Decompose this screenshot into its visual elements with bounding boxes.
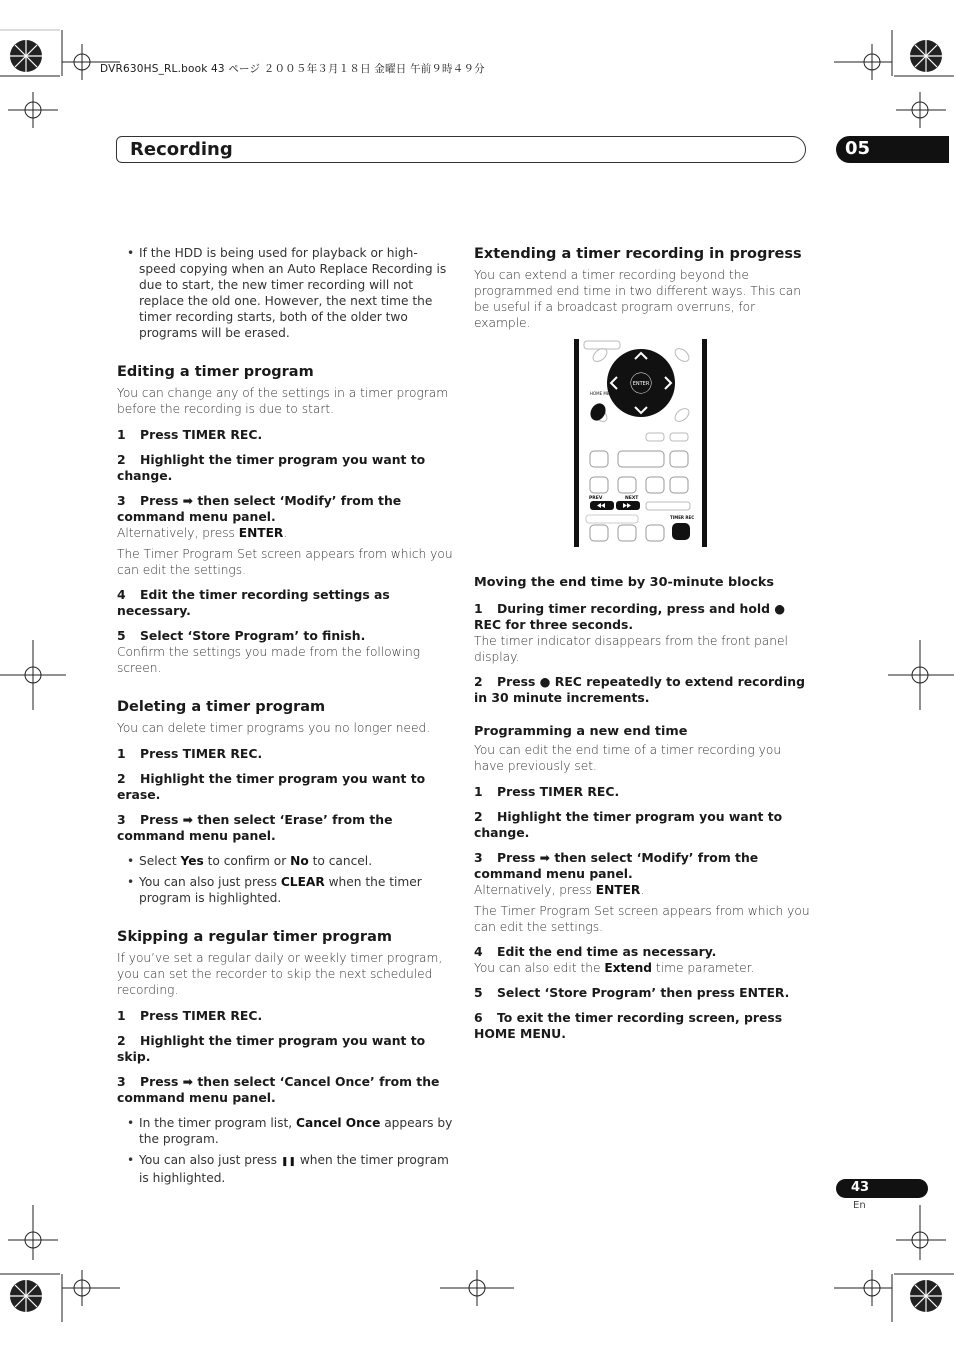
editing-step-3: 3 Press ➡ then select ‘Modify’ from the command menu panel. bbox=[117, 493, 402, 524]
editing-step-3-para: The Timer Program Set screen appears from which you can edit the settings. bbox=[117, 547, 453, 577]
new-end-step-5: 5 Select ‘Store Program’ then press ENTER. bbox=[474, 985, 790, 1000]
print-header: DVR630HS_RL.book 43 ページ ２００５年３月１８日 金曜日 午前９時４９分 bbox=[100, 63, 485, 75]
new-end-step-1: 1 Press TIMER REC. bbox=[474, 784, 620, 799]
new-end-step-4-note: You can also edit the Extend time parameter. bbox=[474, 961, 755, 975]
intro-bullet: • If the HDD is being used for playback or high-speed copying when an Auto Replace Recording is due to start, the new timer recording will not replace the old one. However, the next time the timer recording starts, both of the older two programs will be erased. bbox=[117, 245, 453, 341]
skipping-section bbox=[117, 928, 453, 1186]
new-end-step-2: 2 Highlight the timer program you want to change. bbox=[474, 809, 783, 840]
editing-intro: You can change any of the settings in a timer program before the recording is due to start. bbox=[117, 386, 449, 416]
skipping-step-1: 1 Press TIMER REC. bbox=[117, 1008, 263, 1023]
deleting-step-2: 2 Highlight the timer program you want to erase. bbox=[117, 771, 426, 802]
blocks-title: Moving the end time by 30-minute blocks bbox=[474, 575, 775, 590]
deleting-title: Deleting a timer program bbox=[117, 699, 326, 715]
skipping-step-3: 3 Press ➡ then select ‘Cancel Once’ from the command menu panel. bbox=[117, 1074, 440, 1105]
section-title-bar bbox=[116, 136, 806, 163]
blocks-section bbox=[474, 575, 810, 706]
editing-step-3-note: Alternatively, press ENTER. bbox=[117, 526, 288, 540]
remote-timer-rec-label: TIMER REC bbox=[670, 515, 695, 520]
skipping-step-2: 2 Highlight the timer program you want to skip. bbox=[117, 1033, 426, 1064]
left-column bbox=[117, 245, 453, 1191]
page-number-badge bbox=[836, 1179, 928, 1198]
blocks-step-1: 1 During timer recording, press and hold ● REC for three seconds. bbox=[474, 601, 786, 632]
blocks-step-1-note: The timer indicator disappears from the front panel display. bbox=[474, 634, 788, 664]
deleting-intro: You can delete timer programs you no longer need. bbox=[117, 721, 431, 735]
new-end-intro: You can edit the end time of a timer recording you have previously set. bbox=[474, 743, 782, 773]
remote-control-illustration bbox=[474, 337, 810, 557]
editing-step-4: 4 Edit the timer recording settings as necessary. bbox=[117, 587, 390, 618]
blocks-step-2: 2 Press ● REC repeatedly to extend recording in 30 minute increments. bbox=[474, 674, 805, 705]
editing-step-5-note: Confirm the settings you made from the following screen. bbox=[117, 645, 421, 675]
chapter-badge bbox=[836, 136, 949, 163]
remote-enter-label: ENTER bbox=[632, 381, 650, 387]
editing-title: Editing a timer program bbox=[117, 364, 314, 380]
deleting-bullet-2: • You can also just press CLEAR when the timer program is highlighted. bbox=[117, 874, 453, 906]
right-column bbox=[474, 245, 810, 1051]
new-end-title: Programming a new end time bbox=[474, 724, 688, 739]
new-end-step-4: 4 Edit the end time as necessary. bbox=[474, 944, 717, 959]
new-end-section bbox=[474, 724, 810, 1042]
deleting-step-1: 1 Press TIMER REC. bbox=[117, 746, 263, 761]
extending-intro: You can extend a timer recording beyond the programmed end time in two different ways. This can be useful if a broadcast program overruns, for example. bbox=[474, 268, 801, 330]
deleting-step-3: 3 Press ➡ then select ‘Erase’ from the command menu panel. bbox=[117, 812, 393, 843]
skipping-intro: If you’ve set a regular daily or weekly timer program, you can set the recorder to skip the next scheduled recording. bbox=[117, 951, 443, 997]
skipping-bullet-1: • In the timer program list, Cancel Once appears by the program. bbox=[117, 1115, 453, 1147]
remote-prev-label: PREV bbox=[589, 496, 603, 501]
deleting-bullet-1: • Select Yes to confirm or No to cancel. bbox=[117, 853, 453, 869]
new-end-step-3-note: Alternatively, press ENTER. bbox=[474, 883, 645, 897]
editing-section bbox=[117, 363, 453, 676]
editing-step-5: 5 Select ‘Store Program’ to finish. bbox=[117, 628, 366, 643]
chapter-number: 05 bbox=[845, 138, 871, 159]
page-number: 43 bbox=[851, 1180, 870, 1195]
skipping-bullet-2: • You can also just press ❚❚ when the timer program is highlighted. bbox=[117, 1152, 453, 1186]
skipping-title: Skipping a regular timer program bbox=[117, 929, 392, 945]
remote-next-label: NEXT bbox=[625, 496, 639, 501]
editing-step-1: 1 Press TIMER REC. bbox=[117, 427, 263, 442]
new-end-step-6: 6 To exit the timer recording screen, press HOME MENU. bbox=[474, 1010, 783, 1041]
section-title: Recording bbox=[130, 139, 233, 160]
remote-home-menu-label: HOME MENU bbox=[590, 391, 616, 396]
extending-title: Extending a timer recording in progress bbox=[474, 246, 802, 262]
editing-step-2: 2 Highlight the timer program you want to change. bbox=[117, 452, 426, 483]
new-end-step-3: 3 Press ➡ then select ‘Modify’ from the command menu panel. bbox=[474, 850, 759, 881]
deleting-section bbox=[117, 698, 453, 906]
pause-icon: ❚❚ bbox=[280, 1157, 296, 1167]
language-label: En bbox=[853, 1200, 866, 1211]
new-end-step-3-para: The Timer Program Set screen appears from which you can edit the settings. bbox=[474, 904, 810, 934]
